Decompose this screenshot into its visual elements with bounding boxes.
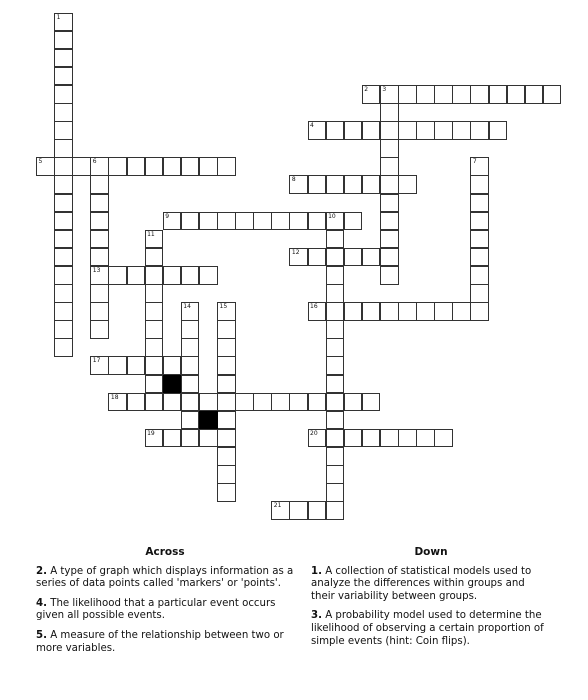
clue-number: 3 xyxy=(382,85,387,93)
clue-number: 21 xyxy=(273,502,282,510)
grid-cell[interactable] xyxy=(362,121,381,140)
grid-cell[interactable] xyxy=(199,212,218,231)
grid-cell[interactable] xyxy=(344,248,363,267)
grid-cell[interactable] xyxy=(308,248,327,267)
grid-cell[interactable] xyxy=(163,429,182,448)
grid-cell[interactable] xyxy=(362,429,381,448)
grid-cell[interactable] xyxy=(326,393,345,412)
grid-cell[interactable] xyxy=(362,248,381,267)
grid-cell[interactable] xyxy=(108,157,127,176)
grid-cell[interactable] xyxy=(217,447,236,466)
grid-cell[interactable] xyxy=(326,320,345,339)
grid-cell[interactable] xyxy=(217,212,236,231)
clue-down-1: 1. A collection of statistical models used to analyze the differences within groups and their variability between groups. xyxy=(311,565,532,602)
grid-cell[interactable] xyxy=(380,194,399,213)
grid-cell[interactable] xyxy=(217,393,236,412)
grid-cell[interactable] xyxy=(308,429,327,448)
grid-cell[interactable] xyxy=(271,393,290,412)
grid-cell[interactable] xyxy=(344,429,363,448)
grid-cell[interactable] xyxy=(380,121,399,140)
grid-cell[interactable] xyxy=(308,302,327,321)
grid-cell[interactable] xyxy=(470,302,489,321)
grid-cell[interactable] xyxy=(54,194,73,213)
grid-cell[interactable] xyxy=(181,429,200,448)
grid-cell[interactable] xyxy=(54,338,73,357)
grid-cell[interactable] xyxy=(54,230,73,249)
grid-cell[interactable] xyxy=(127,356,146,375)
clue-number: 17 xyxy=(92,357,101,365)
clue-number: 20 xyxy=(310,429,318,437)
grid-cell[interactable] xyxy=(181,375,200,394)
grid-cell[interactable] xyxy=(470,194,489,213)
grid-cell[interactable] xyxy=(199,393,218,412)
grid-cell[interactable] xyxy=(163,157,182,176)
grid-cell[interactable] xyxy=(308,175,327,194)
grid-cell[interactable] xyxy=(289,393,308,412)
grid-cell[interactable] xyxy=(163,212,182,231)
grid-cell[interactable] xyxy=(326,411,345,430)
grid-cell[interactable] xyxy=(326,284,345,303)
grid-cell[interactable] xyxy=(145,230,164,249)
clue-number: 9 xyxy=(165,212,170,220)
grid-cell[interactable] xyxy=(398,121,417,140)
grid-cell[interactable] xyxy=(145,356,164,375)
grid-cell[interactable] xyxy=(199,429,218,448)
grid-cell[interactable] xyxy=(289,248,308,267)
grid-cell[interactable] xyxy=(90,157,109,176)
grid-cell[interactable] xyxy=(145,338,164,357)
grid-cell[interactable] xyxy=(380,157,399,176)
clue-number: 15 xyxy=(219,303,228,311)
grid-cell[interactable] xyxy=(470,248,489,267)
grid-cell[interactable] xyxy=(199,157,218,176)
grid-cell[interactable] xyxy=(380,103,399,122)
grid-cell[interactable] xyxy=(108,266,127,285)
grid-cell[interactable] xyxy=(470,157,489,176)
grid-cell[interactable] xyxy=(470,230,489,249)
grid-cell[interactable] xyxy=(127,393,146,412)
grid-cell[interactable] xyxy=(235,212,254,231)
grid-cell[interactable] xyxy=(163,356,182,375)
grid-cell[interactable] xyxy=(344,393,363,412)
grid-cell[interactable] xyxy=(54,320,73,339)
grid-cell[interactable] xyxy=(470,121,489,140)
grid-cell[interactable] xyxy=(145,429,164,448)
across-heading: Across xyxy=(145,546,185,558)
grid-cell[interactable] xyxy=(217,338,236,357)
clue-number: 7 xyxy=(472,158,477,166)
grid-cell[interactable] xyxy=(543,85,562,104)
grid-cell[interactable] xyxy=(271,501,290,520)
clue-across-4: 4. The likelihood that a particular event occurs given all possible events. xyxy=(36,597,276,622)
grid-cell[interactable] xyxy=(54,266,73,285)
grid-cell[interactable] xyxy=(217,320,236,339)
grid-cell[interactable] xyxy=(398,302,417,321)
grid-cell[interactable] xyxy=(217,375,236,394)
grid-cell[interactable] xyxy=(36,157,55,176)
grid-cell[interactable] xyxy=(217,356,236,375)
grid-cell[interactable] xyxy=(181,393,200,412)
grid-cell[interactable] xyxy=(54,13,73,32)
grid-cell[interactable] xyxy=(127,266,146,285)
grid-cell[interactable] xyxy=(452,85,471,104)
grid-cell[interactable] xyxy=(108,393,127,412)
grid-cell[interactable] xyxy=(434,429,453,448)
clue-number: 19 xyxy=(147,429,155,437)
black-cell xyxy=(163,375,182,394)
grid-cell[interactable] xyxy=(289,212,308,231)
grid-cell[interactable] xyxy=(90,356,109,375)
grid-cell[interactable] xyxy=(90,194,109,213)
grid-cell[interactable] xyxy=(489,121,508,140)
grid-cell[interactable] xyxy=(326,483,345,502)
grid-cell[interactable] xyxy=(217,302,236,321)
clue-number: 12 xyxy=(291,248,300,256)
grid-cell[interactable] xyxy=(452,302,471,321)
clue-number: 14 xyxy=(183,303,191,311)
grid-cell[interactable] xyxy=(54,212,73,231)
grid-cell[interactable] xyxy=(54,103,73,122)
grid-cell[interactable] xyxy=(326,302,345,321)
clue-across-2: 2. A type of graph which displays information as a series of data points called 'markers' or 'points'. xyxy=(36,565,294,590)
grid-cell[interactable] xyxy=(289,175,308,194)
grid-cell[interactable] xyxy=(181,320,200,339)
grid-cell[interactable] xyxy=(326,429,345,448)
grid-cell[interactable] xyxy=(181,212,200,231)
grid-cell[interactable] xyxy=(54,302,73,321)
grid-cell[interactable] xyxy=(145,248,164,267)
grid-cell[interactable] xyxy=(326,501,345,520)
grid-cell[interactable] xyxy=(54,31,73,50)
grid-cell[interactable] xyxy=(380,212,399,231)
grid-cell[interactable] xyxy=(181,157,200,176)
grid-cell[interactable] xyxy=(108,356,127,375)
grid-cell[interactable] xyxy=(434,121,453,140)
grid-cell[interactable] xyxy=(90,248,109,267)
across-clues xyxy=(36,546,294,662)
grid-cell[interactable] xyxy=(362,85,381,104)
grid-cell[interactable] xyxy=(326,248,345,267)
grid-cell[interactable] xyxy=(181,302,200,321)
grid-cell[interactable] xyxy=(181,411,200,430)
grid-cell[interactable] xyxy=(90,302,109,321)
grid-cell[interactable] xyxy=(452,121,471,140)
grid-cell[interactable] xyxy=(235,393,254,412)
grid-cell[interactable] xyxy=(380,85,399,104)
grid-cell[interactable] xyxy=(380,266,399,285)
grid-cell[interactable] xyxy=(380,139,399,158)
grid-cell[interactable] xyxy=(54,49,73,68)
grid-cell[interactable] xyxy=(217,411,236,430)
grid-cell[interactable] xyxy=(416,121,435,140)
clue-number: 8 xyxy=(291,176,296,184)
grid-cell[interactable] xyxy=(326,356,345,375)
grid-cell[interactable] xyxy=(344,121,363,140)
grid-cell[interactable] xyxy=(326,266,345,285)
grid-cell[interactable] xyxy=(416,302,435,321)
grid-cell[interactable] xyxy=(90,266,109,285)
grid-cell[interactable] xyxy=(326,338,345,357)
grid-cell[interactable] xyxy=(217,483,236,502)
grid-cell[interactable] xyxy=(163,266,182,285)
grid-cell[interactable] xyxy=(253,212,272,231)
grid-cell[interactable] xyxy=(326,212,345,231)
grid-cell[interactable] xyxy=(199,266,218,285)
clue-number: 13 xyxy=(92,266,101,274)
grid-cell[interactable] xyxy=(470,212,489,231)
grid-cell[interactable] xyxy=(72,157,91,176)
grid-cell[interactable] xyxy=(54,157,73,176)
grid-cell[interactable] xyxy=(380,230,399,249)
grid-cell[interactable] xyxy=(54,175,73,194)
clue-number: 1 xyxy=(56,13,61,21)
clue-across-5: 5. A measure of the relationship between two or more variables. xyxy=(36,629,284,654)
grid-cell[interactable] xyxy=(416,429,435,448)
grid-cell[interactable] xyxy=(217,465,236,484)
down-heading: Down xyxy=(414,546,448,558)
grid-cell[interactable] xyxy=(145,320,164,339)
grid-cell[interactable] xyxy=(470,284,489,303)
grid-cell[interactable] xyxy=(90,212,109,231)
clue-number: 18 xyxy=(110,393,119,401)
grid-cell[interactable] xyxy=(326,375,345,394)
grid-cell[interactable] xyxy=(145,157,164,176)
grid-cell[interactable] xyxy=(145,375,164,394)
grid-cell[interactable] xyxy=(253,393,272,412)
grid-cell[interactable] xyxy=(507,85,526,104)
clue-number: 6 xyxy=(92,158,97,166)
grid-cell[interactable] xyxy=(54,139,73,158)
grid-cell[interactable] xyxy=(470,175,489,194)
clue-number: 5 xyxy=(38,158,43,166)
grid-cell[interactable] xyxy=(145,393,164,412)
grid-cell[interactable] xyxy=(326,230,345,249)
grid-cell[interactable] xyxy=(525,85,544,104)
grid-cell[interactable] xyxy=(90,320,109,339)
grid-cell[interactable] xyxy=(145,266,164,285)
grid-cell[interactable] xyxy=(326,175,345,194)
grid-cell[interactable] xyxy=(308,393,327,412)
down-clues xyxy=(311,546,551,655)
grid-cell[interactable] xyxy=(308,121,327,140)
grid-cell[interactable] xyxy=(145,284,164,303)
grid-cell[interactable] xyxy=(90,284,109,303)
grid-cell[interactable] xyxy=(434,302,453,321)
grid-cell[interactable] xyxy=(54,248,73,267)
grid-cell[interactable] xyxy=(145,302,164,321)
grid-cell[interactable] xyxy=(271,212,290,231)
grid-cell[interactable] xyxy=(344,302,363,321)
grid-cell[interactable] xyxy=(470,85,489,104)
grid-cell[interactable] xyxy=(380,429,399,448)
grid-cell[interactable] xyxy=(54,121,73,140)
grid-cell[interactable] xyxy=(416,85,435,104)
grid-cell[interactable] xyxy=(380,248,399,267)
grid-cell[interactable] xyxy=(163,393,182,412)
grid-cell[interactable] xyxy=(326,465,345,484)
clue-number: 16 xyxy=(310,303,318,311)
grid-cell[interactable] xyxy=(289,501,308,520)
grid-cell[interactable] xyxy=(54,67,73,86)
clue-number: 11 xyxy=(147,230,155,238)
grid-cell[interactable] xyxy=(434,85,453,104)
grid-cell[interactable] xyxy=(362,393,381,412)
grid-cell[interactable] xyxy=(90,230,109,249)
grid-cell[interactable] xyxy=(398,85,417,104)
grid-cell[interactable] xyxy=(326,121,345,140)
grid-cell[interactable] xyxy=(217,157,236,176)
grid-cell[interactable] xyxy=(398,429,417,448)
grid-cell[interactable] xyxy=(308,212,327,231)
grid-cell[interactable] xyxy=(380,302,399,321)
grid-cell[interactable] xyxy=(398,175,417,194)
clue-number: 10 xyxy=(328,212,336,220)
grid-cell[interactable] xyxy=(181,266,200,285)
grid-cell[interactable] xyxy=(344,212,363,231)
clue-number: 2 xyxy=(364,85,369,93)
black-cell xyxy=(199,411,218,430)
grid-cell[interactable] xyxy=(181,338,200,357)
clue-down-3: 3. A probability model used to determine the likelihood of observing a certain proportion of simple events (hint: Coin flips). xyxy=(311,610,544,647)
grid-cell[interactable] xyxy=(181,356,200,375)
grid-cell[interactable] xyxy=(344,175,363,194)
grid-cell[interactable] xyxy=(470,266,489,285)
grid-cell[interactable] xyxy=(217,429,236,448)
grid-cell[interactable] xyxy=(489,85,508,104)
clue-number: 4 xyxy=(310,122,314,130)
grid-cell[interactable] xyxy=(380,175,399,194)
grid-cell[interactable] xyxy=(362,175,381,194)
grid-cell[interactable] xyxy=(362,302,381,321)
grid-cell[interactable] xyxy=(54,85,73,104)
grid-cell[interactable] xyxy=(54,284,73,303)
grid-cell[interactable] xyxy=(326,447,345,466)
grid-cell[interactable] xyxy=(308,501,327,520)
grid-cell[interactable] xyxy=(90,175,109,194)
grid-cell[interactable] xyxy=(127,157,146,176)
